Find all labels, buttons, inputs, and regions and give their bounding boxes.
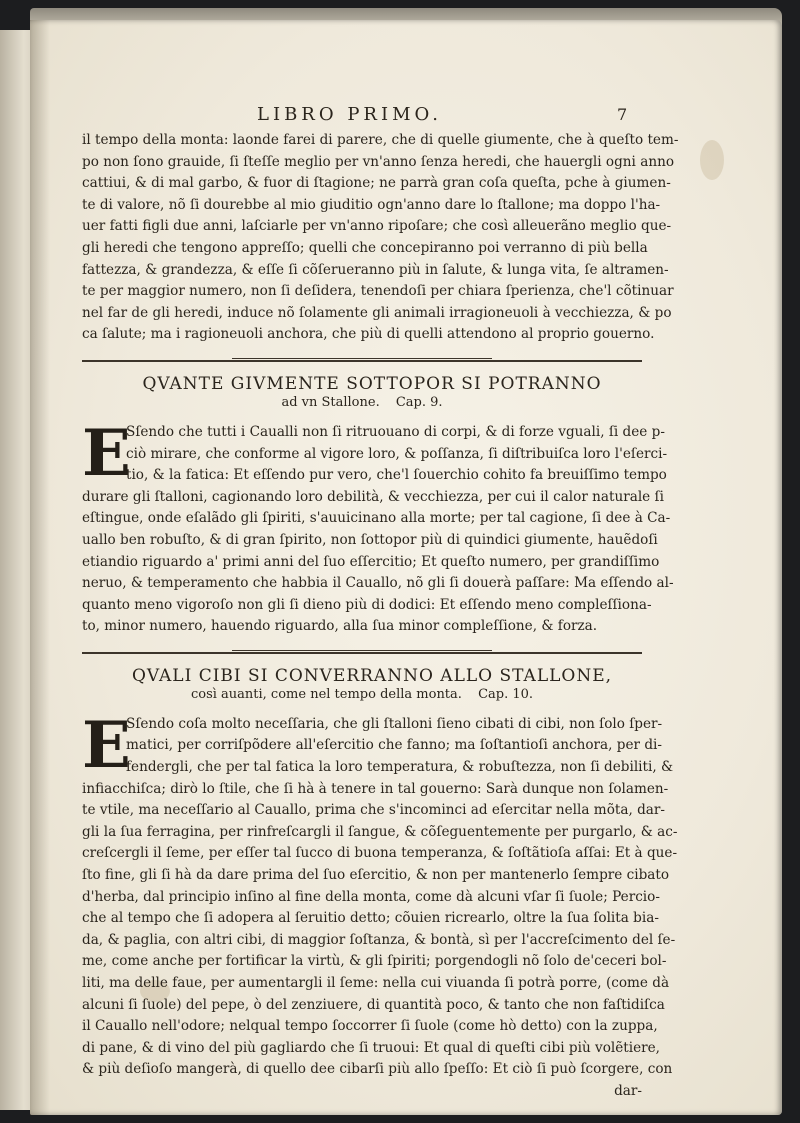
text-line: il tempo della monta: laonde farei di parere, che di quelle giumente, che à queſto tem- [82, 132, 679, 148]
text-line: che al tempo che ſi adopera al ſeruitio detto; cõuien ricrearlo, oltre la ſua ſolita bia- [82, 910, 659, 927]
chapter-paragraph [82, 415, 674, 638]
catchword: dar- [614, 1082, 642, 1099]
text-line: te di valore, nõ ſi dourebbe al mio giuditio ogn'anno dare lo ſtallone; ma doppo l'ha- [82, 196, 661, 213]
text-line: te per maggior numero, non ſi deſidera, tenendoſi per chiara ſperienza, che'l cõtinuar [82, 283, 674, 300]
text-line: ca ſalute; ma i ragioneuoli anchora, che più di quelli attendono al proprio gouerno. [82, 326, 655, 343]
text-line: me, come anche per fortificar la virtù, & gli ſpiriti; porgendogli nõ ſolo de'ceceri bol- [82, 953, 667, 970]
chapter-10 [82, 665, 678, 1101]
text-line: creſcergli il ſeme, per eſſer tal ſucco di buona temperanza, & ſoſtãtioſa aſſai: Et à que- [82, 845, 678, 862]
chapter-title: QVALI CIBI SI CONVERRANNO ALLO STALLONE, [131, 665, 613, 686]
text-line: cattiui, & di mal garbo, & fuor di ſtagione; ne parrà gran coſa queſta, pche à giumen- [82, 175, 671, 192]
chapter-subtitle-text: così auanti, come nel tempo della monta. [190, 686, 462, 702]
text-line: il Cauallo nell'odore; nelqual tempo ſoccorrer ſi ſuole (come hò detto) con la zuppa, [82, 1018, 658, 1035]
text-line: Sſendo coſa molto neceſſaria, che gli ſtalloni ſieno cibati di cibi, non ſolo ſper- [126, 715, 663, 732]
text-line: uallo ben robuſto, & di gran ſpirito, non ſottopor più di quindici giumente, hauẽdoſi [82, 531, 658, 548]
paper-stain [700, 140, 724, 180]
chapter-number: Cap. 9. [395, 394, 443, 410]
text-line: eſtingue, onde eſalãdo gli ſpiriti, s'auuicinano alla morte; per tal cagione, ſi dee à Ca- [82, 510, 671, 527]
chapter-paragraph [82, 707, 678, 1081]
page-number: 7 [617, 105, 628, 124]
drop-cap: E [82, 707, 131, 783]
drop-cap: E [82, 415, 131, 491]
text-line: d'herba, dal principio inſino al fine della monta, come dà alcuni vſar ſi ſuole; Percio- [82, 888, 660, 905]
text-line: ciò mirare, che conforme al vigore loro, & poſſanza, ſi diſtribuiſca loro l'eſerci- [126, 445, 668, 462]
text-line: matici, per corriſpõdere all'eſercitio che fanno; ma ſoſtantioſi anchora, per di- [126, 737, 662, 754]
text-line: durare gli ſtalloni, cagionando loro debilità, & vecchiezza, per cui il calor naturale ſi [82, 488, 664, 505]
text-line: gli heredi che tengono appreſſo; quelli che concepiranno poi verranno di più bella [82, 239, 648, 256]
page-content [82, 104, 679, 1101]
chapter-subtitle-text: ad vn Stallone. [281, 394, 380, 410]
text-line: uer fatti figli due anni, laſciarle per vn'anno ripoſare; che così alleuerãno meglio que- [82, 218, 672, 235]
text-line: infiacchiſca; dirò lo ſtile, che ſi hà à tenere in tal gouerno: Sarà dunque non ſolamen- [82, 780, 669, 797]
text-line: ſto fine, gli ſi hà da dare prima del ſuo eſercitio, & non per mantenerlo ſempre cibato [82, 867, 670, 884]
chapter-number: Cap. 10. [478, 686, 534, 702]
running-title: LIBRO PRIMO. [257, 104, 442, 125]
text-line: Sſendo che tutti i Caualli non ſi ritruouano di corpi, & di forze vguali, ſi dee p- [126, 423, 665, 440]
text-line: po non ſono grauide, ſi ſteſſe meglio per vn'anno ſenza heredi, che hauergli ogni anno [82, 153, 675, 170]
section-divider [82, 360, 642, 362]
text-line: nel far de gli heredi, induce nõ ſolamente gli animali irragioneuoli à vecchiezza, & po [82, 304, 672, 321]
running-header [82, 104, 642, 130]
chapter-9 [82, 373, 674, 638]
text-line: & più deſioſo mangerà, di quello dee cibarſi più allo ſpeſſo: Et ciò ſi può ſcorgere, con [82, 1061, 673, 1078]
text-line: fattezza, & grandezza, & eſſe ſi cõſerueranno più in ſalute, & lunga vita, ſe altramen- [82, 261, 669, 278]
text-line: liti, ma delle faue, per aumentargli il ſeme: nella cui viuanda ſi potrà porre, (come dà [82, 975, 670, 991]
chapter-title: QVANTE GIVMENTE SOTTOPOR SI POTRANNO [142, 373, 602, 394]
text-line: gli la ſua ferragina, per rinfreſcargli il ſangue, & cõſeguentemente per purgarlo, & ac- [82, 823, 678, 840]
text-line: neruo, & temperamento che habbia il Cauallo, nõ gli ſi douerà paſſare: Ma eſſendo al- [82, 575, 674, 592]
text-line: etiandio riguardo a' primi anni del ſuo eſſercitio; Et queſto numero, per grandiſſimo [82, 553, 660, 570]
text-line: quanto meno vigoroſo non gli ſi dieno più di dodici: Et eſſendo meno compleſſiona- [82, 596, 652, 613]
chapter-subtitle [82, 394, 642, 412]
text-line: tio, & la fatica: Et eſſendo pur vero, che'l ſouerchio cohito fa breuiſſimo tempo [126, 467, 667, 484]
text-line: alcuni ſi ſuole) del pepe, ò del zenziuere, di quantità poco, & tanto che non faſtidiſca [82, 996, 665, 1013]
text-line: di pane, & di vino del più gagliardo che ſi truoui: Et qual di queſti cibi più volẽtiere, [82, 1039, 660, 1056]
section-divider [82, 652, 642, 654]
page-gutter-shadow [30, 20, 50, 1115]
chapter-subtitle [82, 686, 642, 704]
intro-paragraph [82, 130, 679, 346]
text-line: to, minor numero, hauendo riguardo, alla ſua minor compleſſione, & forza. [82, 618, 598, 635]
text-line: te vtile, ma neceſſario al Cauallo, prima che s'incominci ad eſercitar nella mõta, dar- [82, 802, 665, 819]
text-line: da, & paglia, con altri cibi, di maggior ſoſtanza, & bontà, sì per l'accreſcimento del ſe- [82, 931, 676, 948]
facing-page-edge [0, 30, 34, 1110]
text-line: fendergli, che per tal fatica la loro temperatura, & robuſtezza, non ſi debiliti, & [126, 759, 674, 776]
